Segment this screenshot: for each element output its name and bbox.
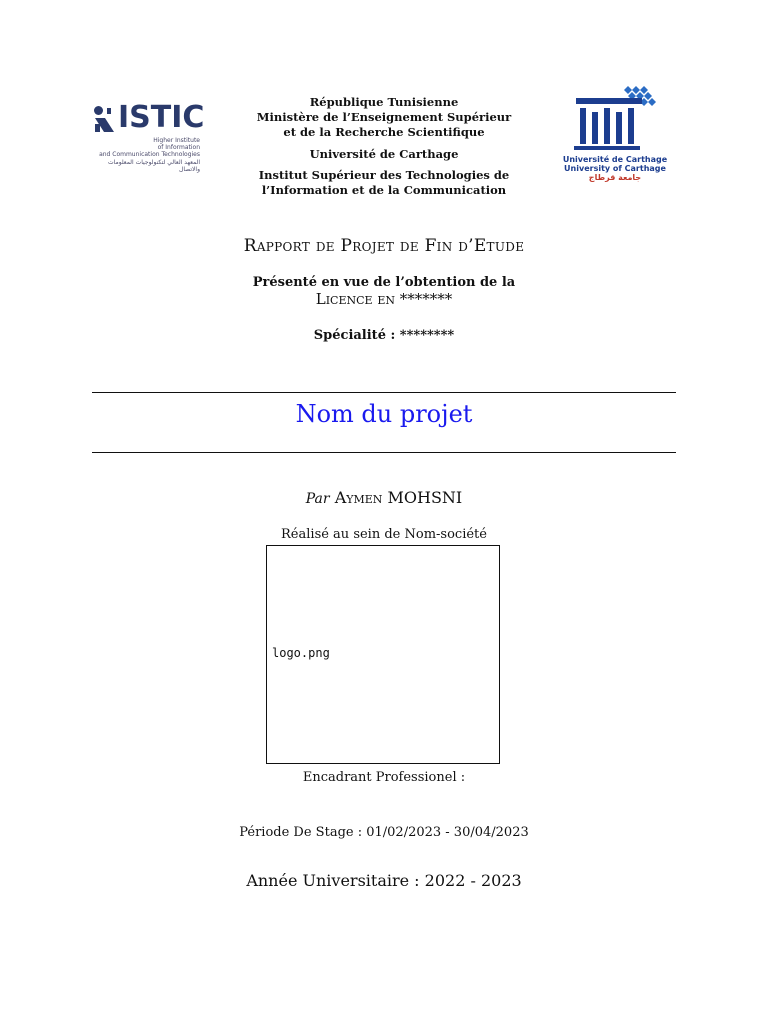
annee-text: Année Universitaire : 2022 - 2023 — [246, 871, 522, 890]
specialite-text: Spécialité : ******** — [313, 328, 455, 343]
header-institute-cont: l’Information et de la Communication — [261, 183, 507, 197]
header-university: Université de Carthage — [309, 147, 459, 161]
carthage-columns-icon — [560, 86, 670, 156]
author-surname: MOHSNI — [387, 488, 463, 507]
carthage-caption-en: University of Carthage — [564, 164, 666, 173]
carthage-caption-ar: جامعة قرطاج — [588, 173, 642, 182]
project-name: Nom du projet — [295, 400, 473, 428]
author-prefix: Par — [305, 491, 330, 507]
periode-text: Période De Stage : 01/02/2023 - 30/04/2023 — [239, 825, 529, 840]
carthage-caption-fr: Université de Carthage — [562, 155, 668, 164]
carthage-logo — [560, 86, 670, 186]
istic-subtitle-arabic: المعهد العالي لتكنولوجيات المعلومات والاتصال — [108, 159, 200, 173]
header-ministry-cont: et de la Recherche Scientifique — [283, 125, 485, 139]
istic-logo — [90, 100, 205, 172]
header-institute: Institut Supérieur des Technologies de — [258, 168, 510, 182]
istic-subtitle-3: and Communication Technologies — [99, 151, 200, 158]
report-title: Rapport de Projet de Fin d’Etude — [243, 236, 525, 256]
header-republic: République Tunisienne — [309, 95, 459, 109]
logo-filename: logo.png — [272, 646, 330, 660]
istic-emblem-icon — [92, 104, 118, 134]
presente-text: Présenté en vue de l’obtention de la — [252, 275, 516, 290]
company-logo-placeholder — [266, 545, 500, 764]
author-line — [84, 488, 684, 507]
istic-subtitle-2: of Information — [157, 144, 200, 151]
realise-text: Réalisé au sein de Nom-société — [281, 527, 487, 542]
istic-wordmark: ISTIC — [118, 100, 205, 135]
istic-subtitle-1: Higher Institute — [153, 137, 200, 144]
header-ministry: Ministère de l’Enseignement Supérieur — [256, 110, 512, 124]
encadrant-text: Encadrant Professionel : — [302, 770, 466, 785]
rule-bottom — [92, 452, 676, 453]
rule-top — [92, 392, 676, 393]
author-first-name: Aymen — [334, 488, 383, 507]
licence-text: Licence en ******* — [315, 290, 453, 308]
